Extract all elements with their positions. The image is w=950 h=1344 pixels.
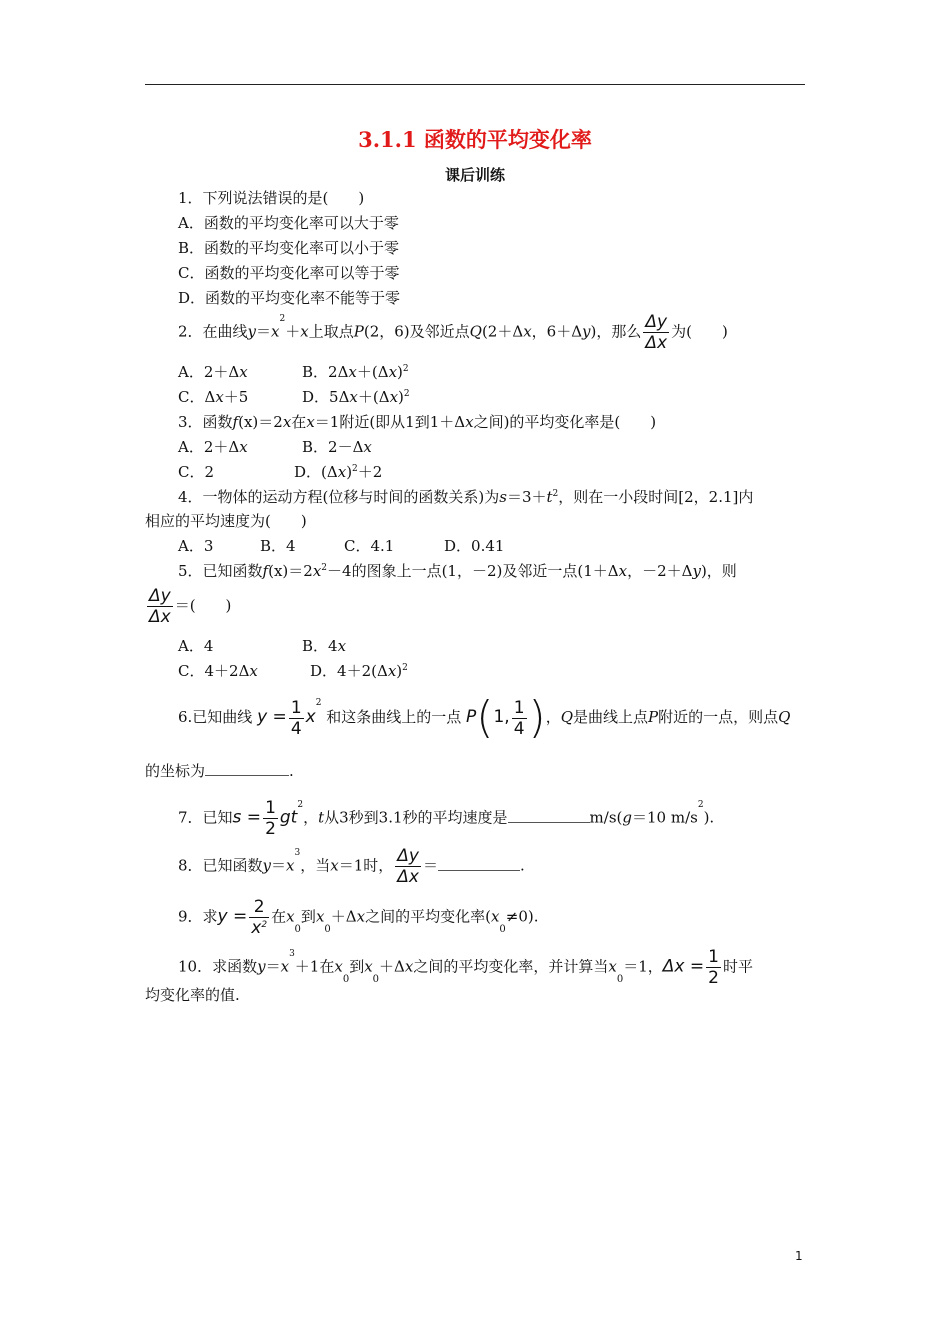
- page-number: 1: [795, 1249, 803, 1263]
- question-4-option-a: A．3: [178, 537, 214, 555]
- delta-fraction: $\frac{\Delta y}{\Delta x}$: [645, 312, 668, 353]
- two-over-x-squared: $\frac{2}{x^2}$: [251, 897, 268, 938]
- delta-fraction: $\frac{\Delta y}{\Delta x}$: [397, 846, 419, 887]
- question-1-option-a: A．函数的平均变化率可以大于零: [178, 214, 399, 232]
- quarter-fraction: $\frac{1}{4}$: [513, 697, 525, 739]
- question-5-option-d: D．$4+2(\Delta x)^2$: [310, 662, 408, 680]
- question-3-option-b: B．2－Δx: [302, 438, 372, 456]
- question-4-option-c: C．4.1: [344, 537, 395, 555]
- section-subtitle: 课后训练: [444, 166, 505, 184]
- question-4-stem-line2: 相应的平均速度为( ): [145, 512, 307, 530]
- question-4-option-d: D．0.41: [444, 537, 505, 555]
- question-2-stem: 2．在曲线$y=x^2+x$上取点P(2，6)及邻近点Q(2＋Δx，6＋Δy)，那么 $\frac{\Delta y}{\Delta x}$ 为( ): [178, 312, 728, 353]
- header-rule: [145, 84, 805, 85]
- question-8-stem: 8．已知函数$y=x^3$，当x＝1时， $\frac{\Delta y}{\Delta x}$ ＝ .: [178, 846, 525, 887]
- half-fraction: $\frac{1}{2}$: [265, 798, 276, 839]
- answer-blank[interactable]: [205, 763, 289, 776]
- question-5-stem: 5．已知函数$f(x)=2x^2-4$的图象上一点(1，－2)及邻近一点(1＋Δx，－2＋Δy)，则: [178, 562, 737, 580]
- question-9-stem: 9．求y = $\frac{2}{x^2}$ 在$x_0$到$x_0+\Delta x$之间的平均变化率$(x_0\ne 0)$.: [178, 897, 539, 938]
- question-10-stem-line2: 均变化率的值.: [145, 986, 240, 1004]
- question-5-stem-line2: $\frac{\Delta y}{\Delta x}$ ＝( ): [149, 586, 232, 627]
- question-10-stem: 10．求函数$y=x^3+1$在$x_0$到$x_0+\Delta x$之间的平均变化率，并计算当$x_0=1$，Δx = $\frac{1}{2}$ 时平: [178, 947, 753, 988]
- question-3-stem: 3．函数f(x)＝2x在x＝1附近(即从1到1＋Δx之间)的平均变化率是( ): [178, 413, 657, 431]
- half-fraction: $\frac{1}{2}$: [708, 947, 719, 988]
- question-3-option-c: C．2: [178, 463, 215, 481]
- question-1-option-c: C．函数的平均变化率可以等于零: [178, 264, 400, 282]
- question-2-option-c: C．Δx＋5: [178, 388, 249, 406]
- question-2-option-b: B．$2\Delta x+(\Delta x)^2$: [302, 363, 409, 381]
- question-5-option-a: A．4: [178, 637, 214, 655]
- question-5-option-b: B．4x: [302, 637, 347, 655]
- question-1-option-d: D．函数的平均变化率不能等于零: [178, 289, 401, 307]
- question-1-stem: 1．下列说法错误的是( ): [178, 189, 365, 207]
- question-3-option-a: A．2＋Δx: [178, 438, 248, 456]
- question-5-option-c: C．4＋2Δx: [178, 662, 258, 680]
- question-6-stem-line2: 的坐标为 .: [145, 762, 294, 780]
- question-3-option-d: D．$(\Delta x)^2+2$: [294, 463, 383, 481]
- question-1-option-b: B．函数的平均变化率可以小于零: [178, 239, 400, 257]
- answer-blank[interactable]: [438, 858, 520, 871]
- page-title: 3.1.1 函数的平均变化率: [358, 127, 592, 152]
- question-7-stem: 7．已知s = $\frac{1}{2}$ $gt^2$，t从3秒到3.1秒的平均速度是 m/s(g＝10 $m/s^2$).: [178, 798, 715, 839]
- question-4-stem: 4．一物体的运动方程(位移与时间的函数关系)为$s=3+t^2$，则在一小段时间[2，2.1]内: [178, 488, 754, 506]
- answer-blank[interactable]: [508, 810, 590, 823]
- question-4-option-b: B．4: [260, 537, 296, 555]
- question-2-option-a: A．2＋Δx: [178, 363, 248, 381]
- delta-fraction: $\frac{\Delta y}{\Delta x}$: [149, 586, 171, 627]
- quarter-fraction: $\frac{1}{4}$: [290, 697, 302, 739]
- question-2-option-d: D．$5\Delta x+(\Delta x)^2$: [302, 388, 410, 406]
- question-6-stem: 6.已知曲线 y = $\frac{1}{4}$ $x^2$ 和这条曲线上的一点 P(1, $\frac{1}{4}$ )，Q是曲线上点P附近的一点，则点Q: [178, 692, 791, 743]
